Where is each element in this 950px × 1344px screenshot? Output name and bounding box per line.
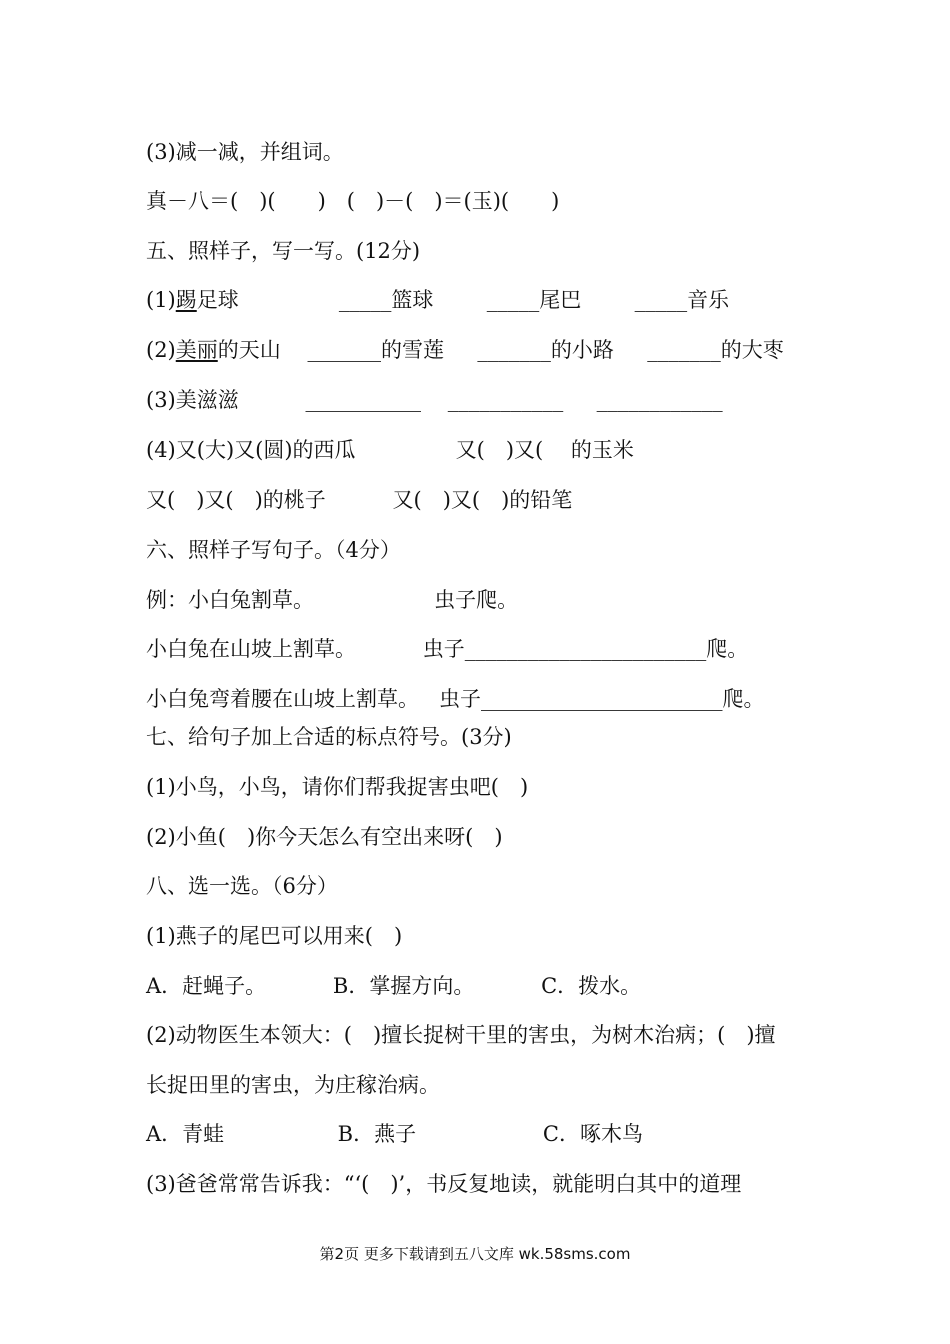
section-8-heading: 八、选一选。（6分） [146,874,338,898]
q8-2-line-a: (2)动物医生本领大：( )擅长捉树干里的害虫，为树木治病；( )擅 [146,1023,776,1047]
q5-2-blanks: _______的雪莲 _______的小路 _______的大枣 [280,338,784,362]
q4-3-line: 真－八＝( )( ) ( )－( )＝(玉)( ) [146,189,560,213]
q6-example: 例：小白兔割草。 虫子爬。 [146,588,519,612]
q5-2-line [146,336,784,364]
q8-2-options: A．青蛙 B．燕子 C．啄木鸟 [146,1122,643,1146]
q7-2-line: (2)小鱼( )你今天怎么有空出来呀( ) [146,825,503,849]
q5-2-example-noun: 的天山 [217,338,281,362]
page-footer: 第2页 更多下载请到五八文库 wk.58sms.com [319,1245,631,1263]
q5-4-line-b: 又( )又( )的桃子 又( )又( )的铅笔 [146,488,573,512]
q5-3-line: (3)美滋滋 ___________ ___________ ____________ [146,388,723,412]
section-5-heading: 五、照样子，写一写。(12分) [146,239,421,263]
q5-1-blanks: _____篮球 _____尾巴 _____音乐 [238,288,730,312]
q8-1-options: A．赶蝇子。 B．掌握方向。 C．拨水。 [146,974,642,998]
q5-1-line [146,286,729,314]
q4-3-heading: (3)减一减，并组词。 [146,140,344,164]
q5-2-number: (2) [146,338,176,362]
q8-2-line-b: 长捉田里的害虫，为庄稼治病。 [146,1073,440,1097]
section-7-heading: 七、给句子加上合适的标点符号。(3分) [146,725,512,749]
q5-1-example-verb: 踢 [175,288,197,312]
q7-1-line: (1)小鸟，小鸟，请你们帮我捉害虫吧( ) [146,775,529,799]
q5-2-example-adj: 美丽 [175,338,218,362]
q8-1-line: (1)燕子的尾巴可以用来( ) [146,924,403,948]
q8-3-line: (3)爸爸常常告诉我：“‘( )’，书反复地读，就能明白其中的道理 [146,1172,742,1196]
q5-1-example-noun: 足球 [196,288,239,312]
section-6-heading: 六、照样子写句子。（4分） [146,538,401,562]
q6-line-3: 小白兔弯着腰在山坡上割草。 虫子_______________________爬。 [146,687,765,711]
q5-1-number: (1) [146,288,176,312]
q5-4-line-a: (4)又(大)又(圆)的西瓜 又( )又( 的玉米 [146,438,634,462]
q6-line-2: 小白兔在山坡上割草。 虫子_______________________爬。 [146,637,749,661]
